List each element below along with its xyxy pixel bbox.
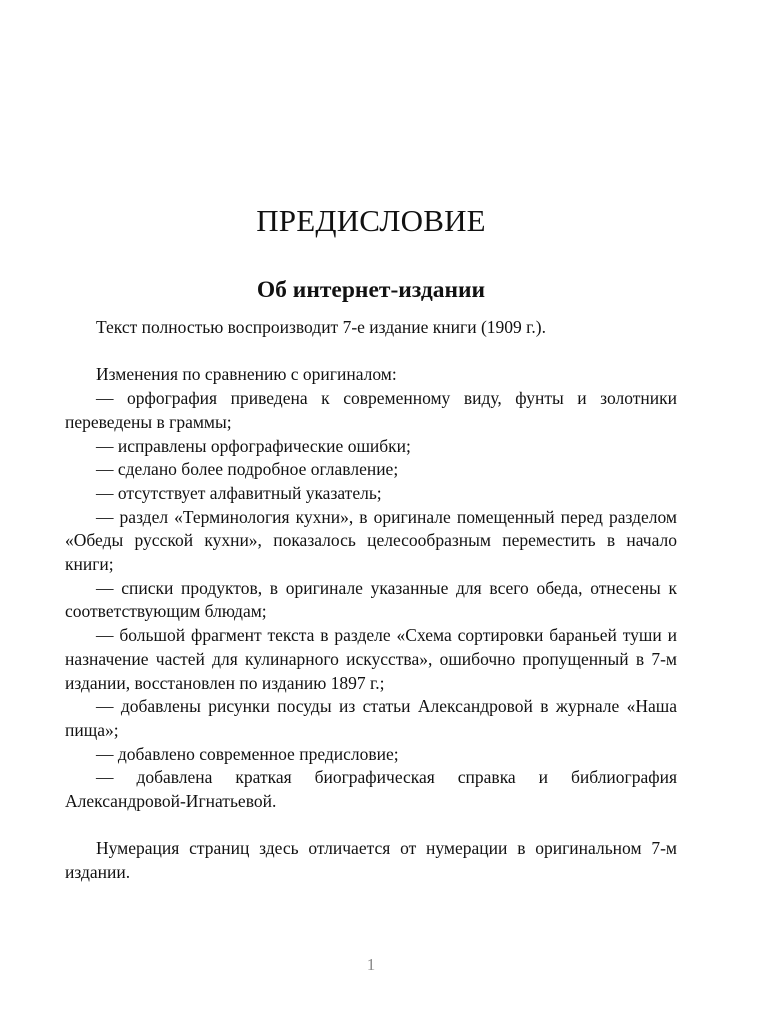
numbering-note: Нумерация страниц здесь отличается от нумерации в оригинальном 7-м издании. — [65, 838, 677, 883]
intro-paragraph: Текст полностью воспроизводит 7-е издание книги (1909 г.). — [96, 317, 546, 337]
page-number: 1 — [366, 955, 376, 974]
change-item: — исправлены орфографические ошибки; — [96, 435, 411, 456]
change-item: — отсутствует алфавитный указатель; — [96, 482, 382, 503]
change-item: — добавлены рисунки посуды из статьи Александровой в журнале «Наша пища»; — [65, 696, 677, 740]
paragraph-gap — [65, 340, 677, 364]
paragraph-gap — [65, 814, 677, 838]
change-item: — сделано более подробное оглавление; — [96, 459, 399, 480]
change-item: — раздел «Терминология кухни», в оригинале помещенный перед разделом «Обеды русской кухни», показалось целесообразным переместить в начало книги; — [65, 506, 677, 575]
page-title: ПРЕДИСЛОВИЕ — [256, 203, 486, 238]
change-item: — списки продуктов, в оригинале указанные для всего обеда, отнесены к соответствующим блюдам; — [65, 577, 677, 622]
change-item: — добавлено современное предисловие; — [96, 743, 399, 764]
changes-heading: Изменения по сравнению с оригиналом: — [96, 364, 397, 385]
body-text — [65, 316, 677, 885]
change-item: — большой фрагмент текста в разделе «Схема сортировки бараньей туши и назначение частей для кулинарного искусства», ошибочно пропущенный в 7-м издании, восстановлен по изданию 1897 г.; — [65, 625, 677, 693]
change-item: — орфография приведена к современному виду, фунты и золотники переведены в граммы; — [65, 388, 677, 432]
section-subtitle: Об интернет-издании — [256, 277, 486, 303]
change-item: — добавлена краткая биографическая справка и библиография Александровой-Игнатьевой. — [65, 767, 677, 812]
